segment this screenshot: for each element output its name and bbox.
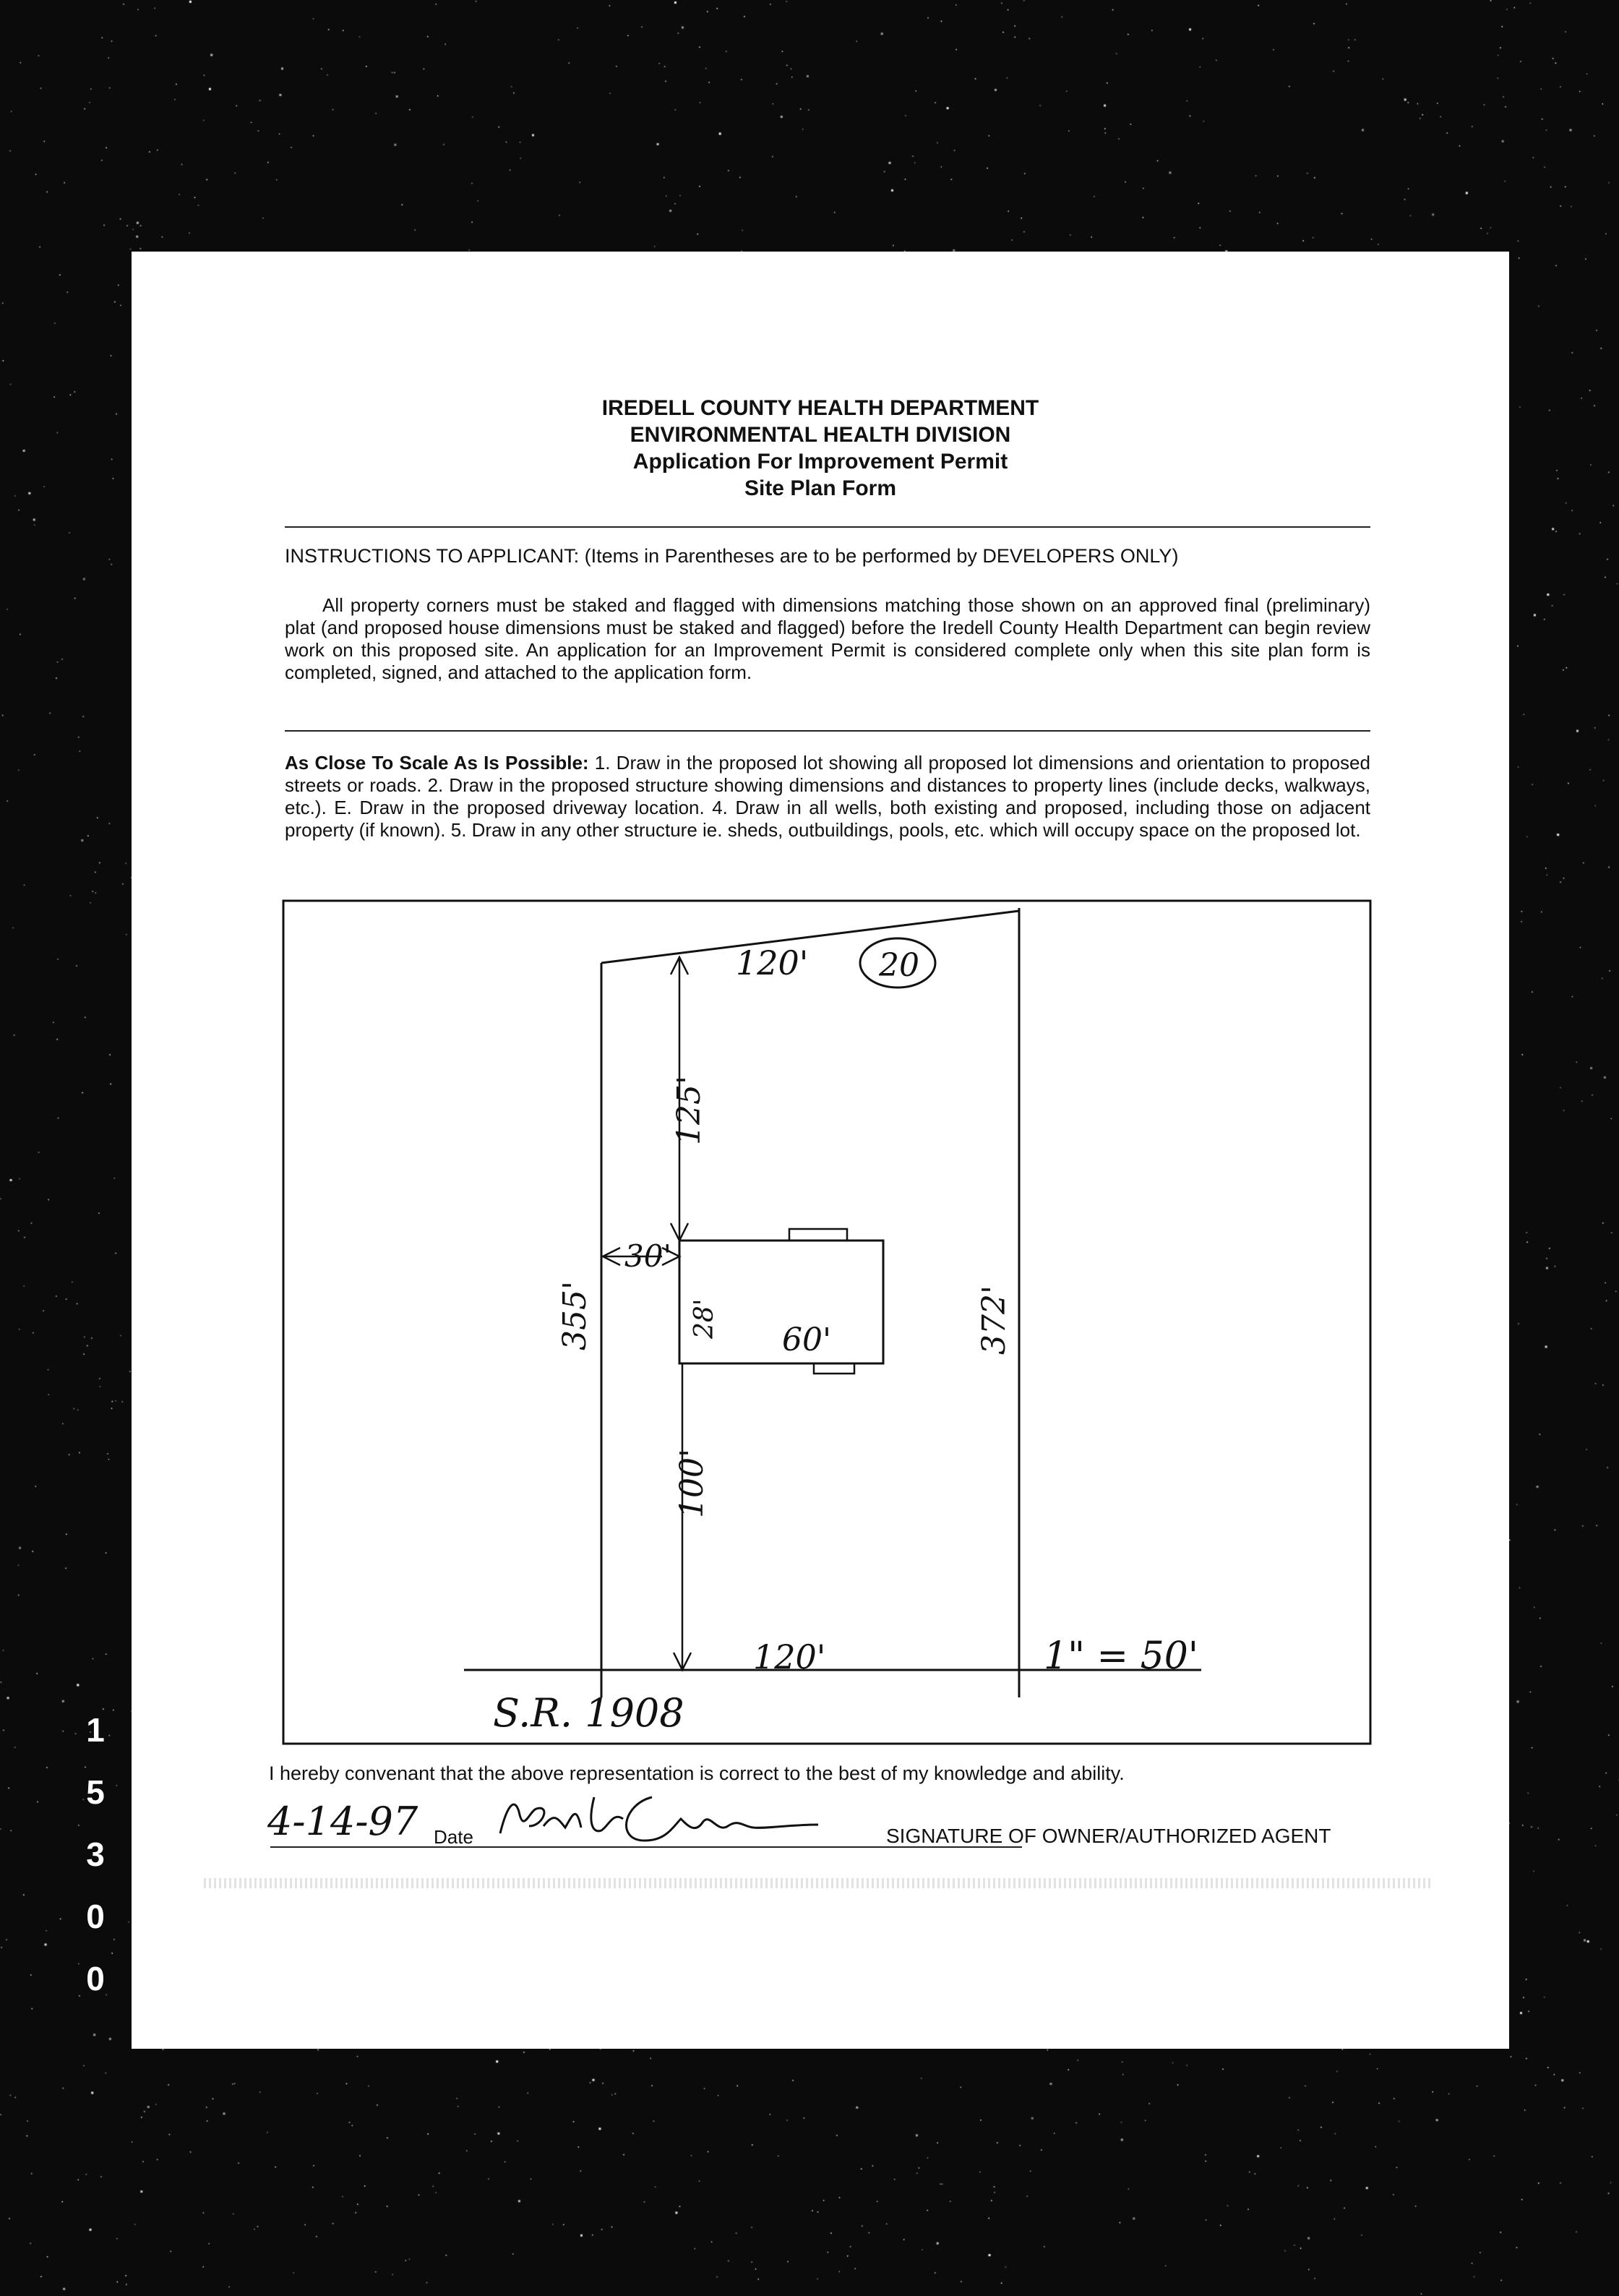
certification-statement: I hereby convenant that the above representation is correct to the best of my knowledge and ability. <box>269 1762 1125 1784</box>
scale-label: 1" = 50' <box>1044 1635 1199 1678</box>
margin-marks <box>81 1699 110 2010</box>
scale-instructions-lead: As Close To Scale As Is Possible: <box>285 752 589 774</box>
side-setback-label: 30' <box>624 1238 671 1274</box>
scan-smudge <box>204 1878 1433 1888</box>
scale-instructions-text: 1. Draw in the proposed lot showing all proposed lot dimensions and orientation to proposed streets or roads. 2. Draw in the proposed structure showing dimensions and distances to property lines (include decks, walkways, etc.). E. Draw in the proposed driveway location. 4. Draw in all wells, both existing and proposed, including those on adjacent property (if known). 5. Draw in any other structure ie. sheds, outbuildings, pools, etc. which will occupy space on the proposed lot. <box>285 752 1370 841</box>
front-setback-label: 125' <box>671 1075 708 1145</box>
top-width-label: 120' <box>736 943 809 982</box>
bottom-width-label: 120' <box>753 1637 826 1676</box>
handwritten-signature <box>486 1783 890 1855</box>
house-length-label: 60' <box>782 1322 832 1358</box>
margin-mark: 5 <box>86 1773 105 1811</box>
lot-number: 20 <box>879 947 919 984</box>
house-porch-rear <box>814 1363 854 1374</box>
department-name: IREDELL COUNTY HEALTH DEPARTMENT <box>601 396 1039 420</box>
left-depth-label: 355' <box>557 1280 593 1350</box>
road-label: S.R. 1908 <box>493 1690 684 1736</box>
rear-setback-label: 100' <box>674 1448 710 1518</box>
application-title: Application For Improvement Permit <box>632 450 1008 474</box>
instructions-heading: INSTRUCTIONS TO APPLICANT: (Items in Parentheses are to be performed by DEVELOPERS ONLY) <box>285 545 1179 567</box>
margin-mark: 0 <box>86 1898 105 1935</box>
house-depth-label: 28' <box>690 1298 719 1339</box>
right-depth-label: 372' <box>976 1285 1013 1355</box>
margin-mark: 3 <box>86 1835 105 1873</box>
instructions-paragraph: All property corners must be staked and flagged with dimensions matching those shown on an approved final (preliminary) plat (and proposed house dimensions must be staked and flagged) before the Iredell County Health Department can begin review work on this proposed site. An application for an Improvement Permit is considered complete only when this site plan form is completed, signed, and attached to the application form. <box>285 594 1370 683</box>
date-label: Date <box>434 1826 473 1848</box>
house-porch-front <box>789 1229 847 1241</box>
form-title: Site Plan Form <box>744 476 897 500</box>
date-value: 4-14-97 <box>267 1799 418 1844</box>
signature-label: SIGNATURE OF OWNER/AUTHORIZED AGENT <box>886 1825 1331 1847</box>
margin-mark: 1 <box>86 1711 105 1749</box>
site-plan-form-page <box>132 252 1509 2049</box>
division-name: ENVIRONMENTAL HEALTH DIVISION <box>630 423 1011 447</box>
lot-top-line <box>601 911 1019 963</box>
margin-mark: 0 <box>86 1960 105 1997</box>
